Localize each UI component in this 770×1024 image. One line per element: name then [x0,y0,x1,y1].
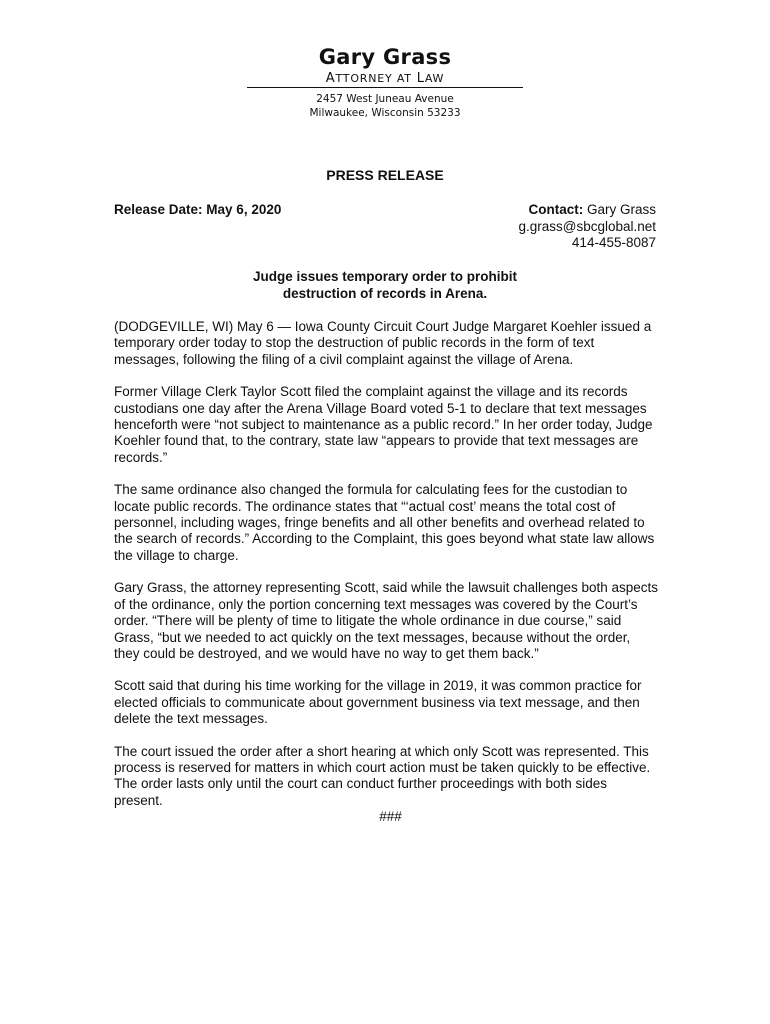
contact-name: Gary Grass [583,202,656,217]
press-release-body [114,319,659,826]
letterhead-address-line-2: Milwaukee, Wisconsin 53233 [309,107,461,119]
letterhead-address-line-1: 2457 West Juneau Avenue [316,93,454,105]
letterhead-subtitle [0,71,770,86]
body-paragraph: Gary Grass, the attorney representing Scott, said while the lawsuit challenges both aspects of the ordinance, only the portion concerning text messages was covered by the Court’s order. “There will be plenty of time to litigate the whole ordinance in due course,” said Grass, “but we needed to act quickly on the text messages, because without the order, they could be destroyed, and we would have no way to get them back.” [114,580,659,661]
body-paragraph: The same ordinance also changed the formula for calculating fees for the custodian to locate public records. The ordinance states that “‘actual cost’ means the total cost of personnel, including wages, fringe benefits and all other benefits and overhead related to the search of records.” According to the Complaint, this goes beyond what state law allows the village to charge. [114,482,655,563]
press-release-heading: PRESS RELEASE [326,167,444,183]
subtitle-ttorney: TTORNEY [335,72,397,85]
headline-line-1: Judge issues temporary order to prohibit [252,269,518,284]
letterhead-name: Gary Grass [318,45,452,69]
subtitle-cap-a: A [325,71,336,86]
body-paragraph: Former Village Clerk Taylor Scott filed the complaint against the village and its records custodians one day after the Arena Village Board voted 5-1 to declare that text messages henceforth were “not subject to maintenance as a public record.” In her order today, Judge Koehler found that, to the contrary, state law “appears to provide that text messages are records.” [114,384,653,465]
body-paragraph: The court issued the order after a short hearing at which only Scott was represented. This process is reserved for matters in which court action must be taken quickly to be effective. The order lasts only until the court can conduct further proceedings with both sides present. [114,743,651,808]
contact-phone: 414-455-8087 [571,235,656,250]
contact-block [518,202,656,252]
contact-line [518,202,656,219]
body-paragraph: (DODGEVILLE, WI) May 6 — Iowa County Circuit Court Judge Margaret Koehler issued a temporary order today to stop the destruction of public records in the form of text messages, following the filing of a civil complaint against the village of Arena. [114,319,652,367]
subtitle-at: AT [396,72,412,85]
release-date: Release Date: May 6, 2020 [114,202,282,217]
subtitle-cap-l: L [411,71,425,86]
contact-label: Contact: [528,202,584,217]
body-paragraph: Scott said that during his time working for the village in 2019, it was common practice for elected officials to communicate about government business via text message, and then delete the text messages. [114,678,642,727]
subtitle-aw: AW [424,72,445,85]
headline [0,269,770,302]
letterhead-divider [247,87,523,88]
letterhead [0,44,770,120]
headline-line-2: destruction of records in Arena. [282,285,488,301]
contact-email: g.grass@sbcglobal.net [518,218,656,234]
end-mark: ### [379,809,402,825]
